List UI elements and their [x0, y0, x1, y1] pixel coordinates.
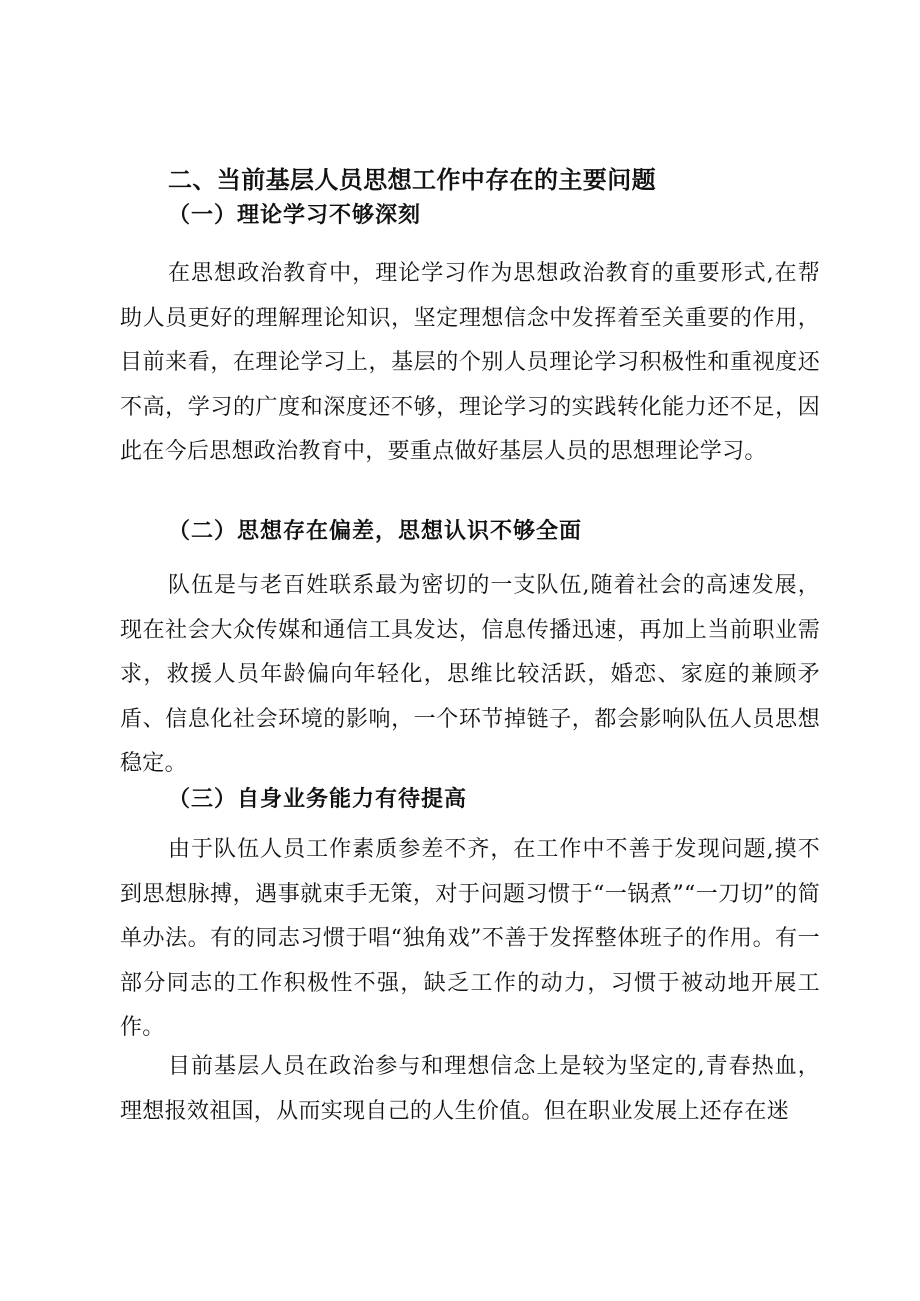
- paragraph-1: 在思想政治教育中，理论学习作为思想政治教育的重要形式,在帮助人员更好的理解理论知识，坚定理想信念中发挥着至关重要的作用，目前来看，在理论学习上，基层的个别人员理论学习积极性和重视度还不高，学习的广度和深度还不够，理论学习的实践转化能力还不足，因此在今后思想政治教育中，要重点做好基层人员的思想理论学习。: [120, 261, 820, 464]
- subsection-title-1: （一）理论学习不够深刻: [168, 203, 422, 228]
- section-heading: 二、当前基层人员思想工作中存在的主要问题: [168, 166, 656, 194]
- paragraph-2: 队伍是与老百姓联系最为密切的一支队伍,随着社会的高速发展，现在社会大众传媒和通信工具发达，信息传播迅速，再加上当前职业需求，救援人员年龄偏向年轻化，思维比较活跃，婚恋、家庭的兼顾矛盾、信息化社会环境的影响，一个环节掉链子，都会影响队伍人员思想稳定。: [120, 573, 820, 776]
- paragraph-3: 由于队伍人员工作素质参差不齐，在工作中不善于发现问题,摸不到思想脉搏，遇事就束手无策，对于问题习惯于“一锅煮”“一刀切”的简单办法。有的同志习惯于唱“独角戏”不善于发挥整体班子的作用。有一部分同志的工作积极性不强，缺乏工作的动力，习惯于被动地开展工作。: [120, 837, 820, 1040]
- subsection-title-3: （三）自身业务能力有待提高: [168, 787, 468, 812]
- paragraph-closing: 目前基层人员在政治参与和理想信念上是较为坚定的,青春热血，理想报效祖国，从而实现自己的人生价值。但在职业发展上还存在迷: [120, 1054, 820, 1124]
- subsection-title-2: （二）思想存在偏差，思想认识不够全面: [168, 519, 583, 544]
